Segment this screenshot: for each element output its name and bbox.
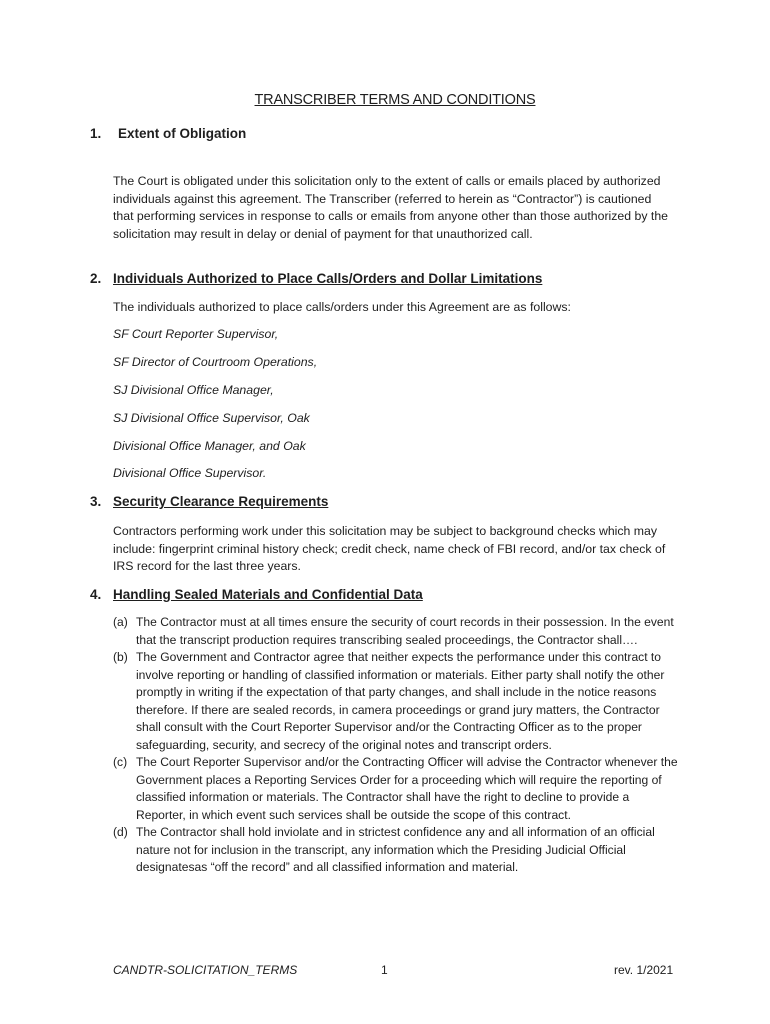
section-4-heading <box>90 587 423 602</box>
list-item-text: The Court Reporter Supervisor and/or the Contracting Officer will advise the Contractor whenever the Government places a Reporting Services Order for a proceeding which will require the reporting of classified information or materials. The Contractor shall have the right to decline to provide a Reporter, in which event such services shall be outside the scope of this contract. <box>136 755 678 822</box>
list-item <box>113 614 678 649</box>
list-item-label: (c) <box>113 755 128 769</box>
authorized-individual: Divisional Office Supervisor. <box>113 466 267 480</box>
section-3-heading <box>90 494 328 509</box>
list-item-text: The Government and Contractor agree that neither expects the performance under this contract to involve reporting or handling of classified information or materials. Either party shall notify the other promptly in writing if the expectation of that party changes, and shall include in the notice reasons therefore. If there are sealed records, in camera proceedings or grand jury matters, the Contractor shall consult with the Court Reporter Supervisor and/or the Contracting Officer as to the proper safeguarding, security, and secrecy of the original notes and transcript orders. <box>136 650 665 752</box>
list-item-text: The Contractor shall hold inviolate and in strictest confidence any and all information of an official nature not for inclusion in the transcript, any information which the Presiding Judicial Official designatesas “off the record” and all classified information and material. <box>136 825 655 874</box>
section-1-number: 1. <box>90 126 102 141</box>
section-4-title: Handling Sealed Materials and Confidential Data <box>113 587 423 602</box>
section-2-number: 2. <box>90 271 102 286</box>
list-item <box>113 649 678 754</box>
section-3-title: Security Clearance Requirements <box>113 494 329 509</box>
list-item-label: (a) <box>113 615 128 629</box>
section-2-title: Individuals Authorized to Place Calls/Orders and Dollar Limitations <box>113 271 543 286</box>
section-2-heading <box>90 271 542 286</box>
authorized-individual: SF Court Reporter Supervisor, <box>113 327 279 341</box>
section-1-title: Extent of Obligation <box>118 126 247 141</box>
section-2-body: The individuals authorized to place calls/orders under this Agreement are as follows: <box>113 300 571 314</box>
list-item-label: (b) <box>113 650 128 664</box>
authorized-individual: SF Director of Courtroom Operations, <box>113 355 318 369</box>
list-item <box>113 824 678 877</box>
section-4-number: 4. <box>90 587 102 602</box>
section-1-body: The Court is obligated under this solicitation only to the extent of calls or emails placed by authorized individuals against this agreement. The Transcriber (referred to herein as “Contractor”) is cautioned that performing services in response to calls or emails from anyone other than those authorized by the solicitation may result in delay or denial of payment for that unauthorized call. <box>113 174 669 241</box>
list-item-label: (d) <box>113 825 128 839</box>
list-item-text: The Contractor must at all times ensure the security of court records in their possession. In the event that the transcript production requires transcribing sealed proceedings, the Contractor shall…. <box>136 615 674 647</box>
section-3-number: 3. <box>90 494 102 509</box>
section-1-heading <box>90 126 246 141</box>
footer-doc-id: CANDTR-SOLICITATION_TERMS <box>113 963 298 977</box>
sealed-materials-list <box>113 614 678 877</box>
list-item <box>113 754 678 824</box>
authorized-individual: SJ Divisional Office Manager, <box>113 383 274 397</box>
footer-revision: rev. 1/2021 <box>614 963 674 977</box>
section-3-body: Contractors performing work under this solicitation may be subject to background checks which may include: fingerprint criminal history check; credit check, name check of FBI record, and/or tax check of IRS record for the last three years. <box>113 524 666 573</box>
authorized-individual: SJ Divisional Office Supervisor, Oak <box>113 411 310 425</box>
footer-page-number: 1 <box>381 963 388 977</box>
authorized-individual: Divisional Office Manager, and Oak <box>113 439 306 453</box>
document-title: TRANSCRIBER TERMS AND CONDITIONS <box>254 92 536 108</box>
